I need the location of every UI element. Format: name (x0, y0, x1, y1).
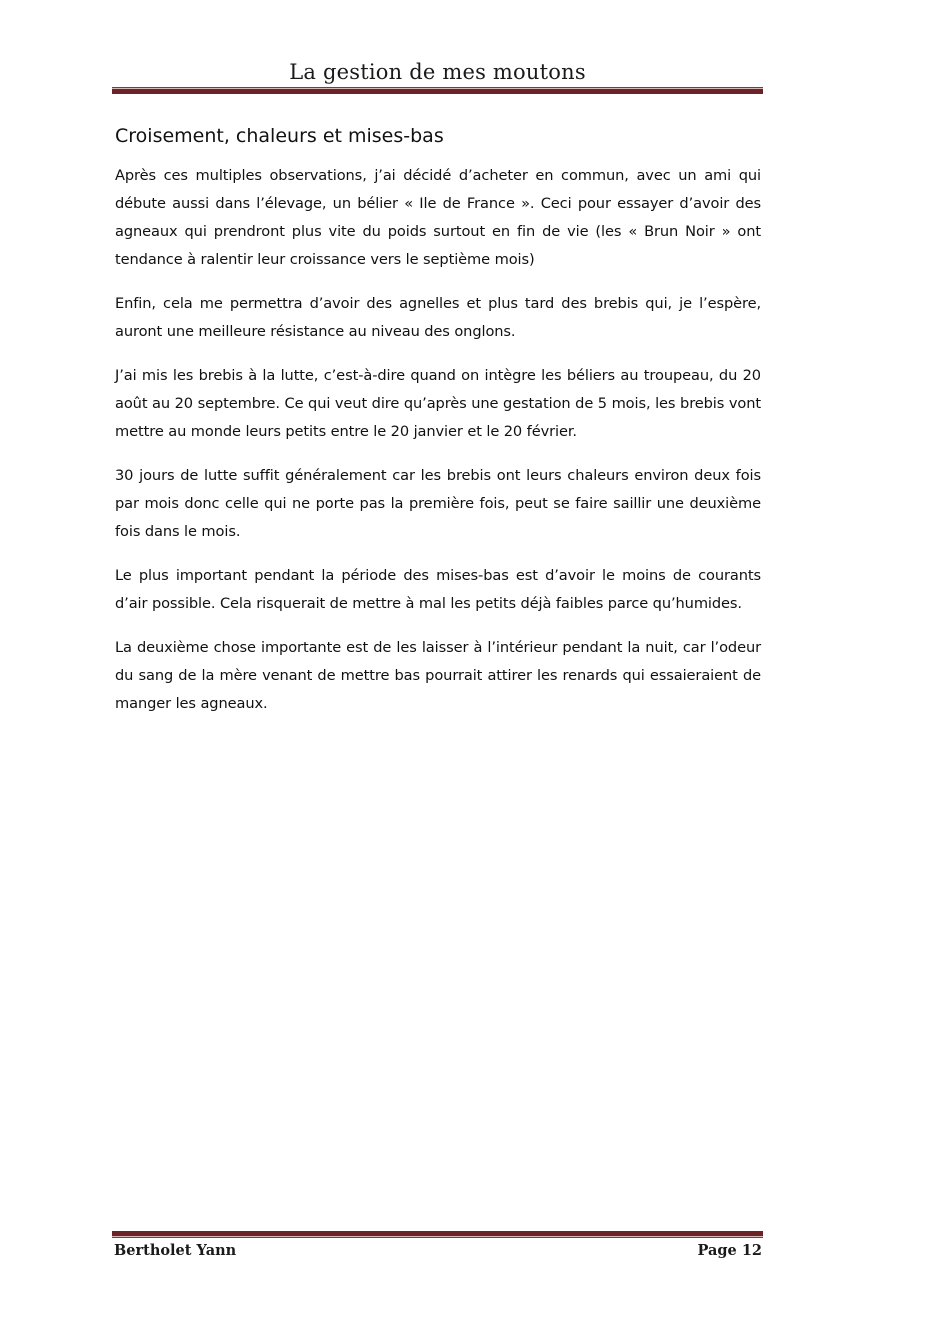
paragraph-6: La deuxième chose importante est de les laisser à l’intérieur pendant la nuit, car l’odeur du sang de la mère venant de mettre bas pourrait attirer les renards qui essaieraient de manger les agneaux. (115, 639, 761, 712)
header-rule-thick-line (112, 89, 763, 94)
header-rule (112, 87, 763, 94)
paragraph-1: Après ces multiples observations, j’ai décidé d’acheter en commun, avec un ami qui débute aussi dans l’élevage, un bélier « Ile de France ». Ceci pour essayer d’avoir des agneaux qui prendront plus vite du poids surtout en fin de vie (les « Brun Noir » ont tendance à ralentir leur croissance vers le septième mois) (115, 167, 761, 268)
paragraph-2: Enfin, cela me permettra d’avoir des agnelles et plus tard des brebis qui, je l’espère, auront une meilleure résistance au niveau des onglons. (115, 295, 761, 340)
section-title: Croisement, chaleurs et mises-bas (115, 125, 444, 147)
paragraph-3: J’ai mis les brebis à la lutte, c’est-à-dire quand on intègre les béliers au troupeau, du 20 août au 20 septembre. Ce qui veut dire qu’après une gestation de 5 mois, les brebis vont mettre au monde leurs petits entre le 20 janvier et le 20 février. (115, 367, 761, 440)
paragraph-4: 30 jours de lutte suffit généralement car les brebis ont leurs chaleurs environ deux fois par mois donc celle qui ne porte pas la première fois, peut se faire saillir une deuxième fois dans le mois. (115, 467, 761, 540)
paragraph-5: Le plus important pendant la période des mises-bas est d’avoir le moins de courants d’air possible. Cela risquerait de mettre à mal les petits déjà faibles parce qu’humides. (115, 567, 761, 612)
footer-page-number: Page 12 (697, 1242, 762, 1259)
footer-author: Bertholet Yann (114, 1242, 237, 1259)
page-body (115, 122, 761, 734)
footer-rule (112, 1231, 763, 1238)
running-header-title: La gestion de mes moutons (289, 60, 586, 84)
footer-rule-thin-line (112, 1237, 763, 1238)
